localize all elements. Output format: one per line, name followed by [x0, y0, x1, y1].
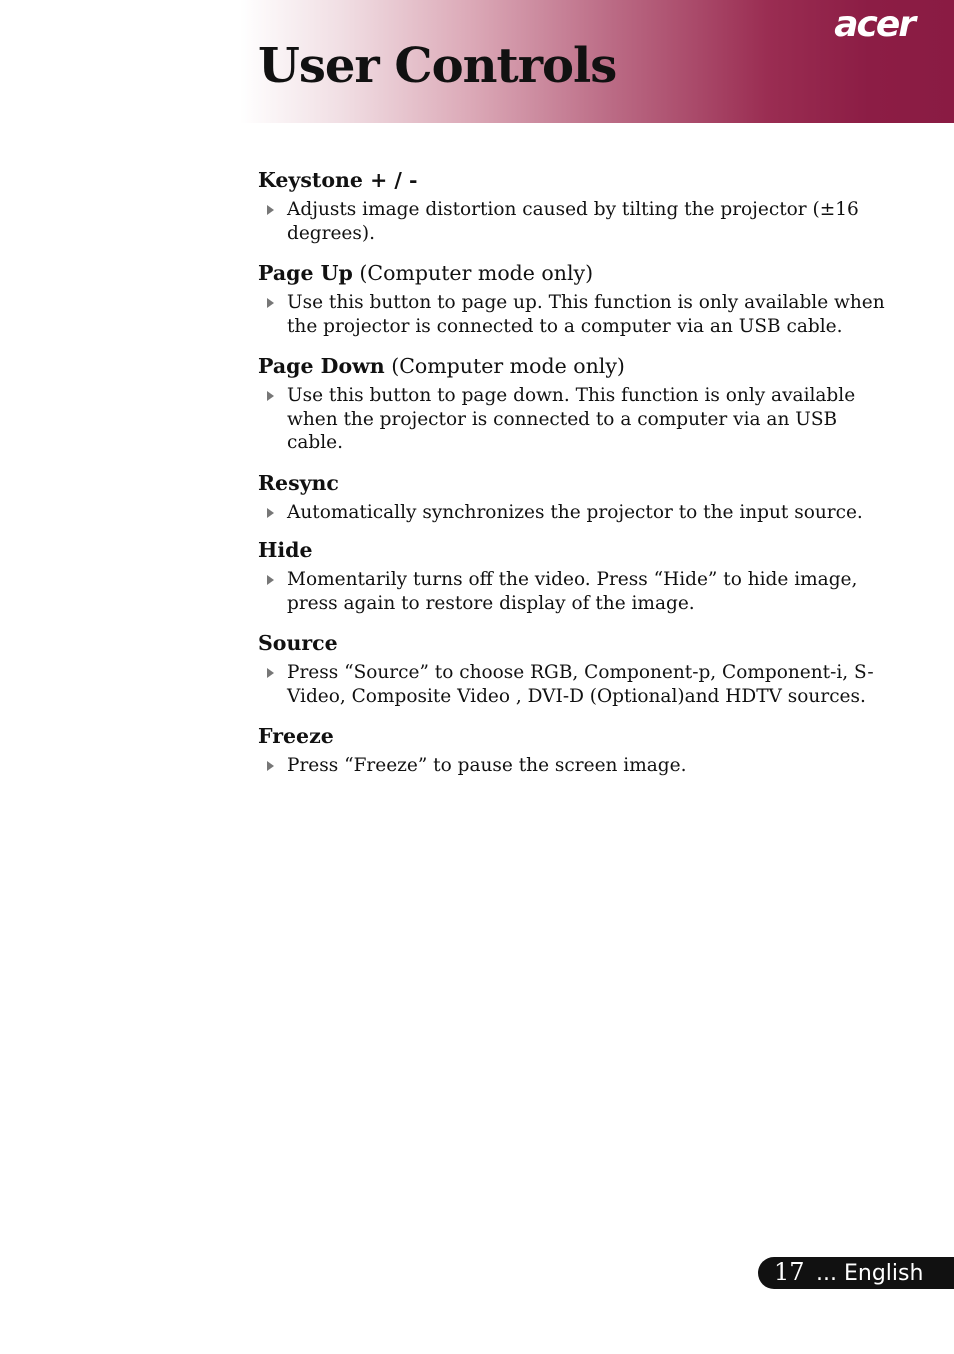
section-title: Resync: [258, 470, 339, 495]
section-source: [258, 629, 898, 708]
section-freeze: [258, 722, 898, 778]
section-text: Press “Freeze” to pause the screen image.: [287, 755, 687, 776]
language-label: ... English: [816, 1261, 924, 1286]
section-title: Keystone + / -: [258, 168, 418, 192]
section-bullet: [258, 198, 898, 245]
section-page-down: [258, 352, 898, 455]
bullet-arrow-icon: [267, 508, 274, 518]
section-text: Press “Source” to choose RGB, Component-p, Component-i, S-Video, Composite Video , DVI-D (Optional)and HDTV sources.: [287, 662, 874, 707]
section-note: (Computer mode only): [359, 261, 594, 285]
section-bullet: [258, 501, 898, 525]
section-keystone: [258, 166, 898, 245]
bullet-arrow-icon: [267, 205, 274, 215]
section-heading: [258, 536, 898, 564]
bullet-arrow-icon: [267, 391, 274, 401]
page-number: 17: [774, 1258, 805, 1286]
section-heading: [258, 722, 898, 750]
section-text: Automatically synchronizes the projector to the input source.: [287, 501, 863, 523]
section-resync: [258, 469, 898, 525]
section-text: Use this button to page down. This function is only available when the projector is connected to a computer via an USB cable.: [287, 385, 856, 453]
section-title: Freeze: [258, 724, 334, 748]
section-bullet: [258, 754, 898, 778]
section-heading: [258, 352, 898, 380]
section-heading: [258, 629, 898, 657]
section-title: Hide: [258, 538, 313, 562]
section-bullet: [258, 384, 898, 455]
section-bullet: [258, 291, 898, 338]
section-heading: [258, 469, 898, 497]
bullet-arrow-icon: [267, 298, 274, 308]
section-text: Use this button to page up. This function is only available when the projector is connected to a computer via an USB cable.: [287, 292, 885, 337]
section-text: Adjusts image distortion caused by tilting the projector (±16 degrees).: [287, 199, 859, 244]
section-note: (Computer mode only): [391, 354, 625, 378]
section-title: Page Up: [258, 261, 353, 285]
section-bullet: [258, 568, 898, 615]
section-hide: [258, 536, 898, 615]
section-heading: [258, 259, 898, 287]
section-page-up: [258, 259, 898, 338]
acer-logo: acer: [834, 4, 914, 45]
bullet-arrow-icon: [267, 668, 274, 678]
section-text: Momentarily turns off the video. Press “Hide” to hide image, press again to restore display of the image.: [287, 569, 858, 614]
section-title: Source: [258, 631, 338, 655]
content: [258, 166, 898, 778]
bullet-arrow-icon: [267, 575, 274, 585]
page-footer: [758, 1257, 954, 1289]
bullet-arrow-icon: [267, 761, 274, 771]
page-title: User Controls: [258, 38, 617, 94]
section-title: Page Down: [258, 354, 385, 378]
section-heading: [258, 166, 898, 194]
section-bullet: [258, 661, 898, 708]
